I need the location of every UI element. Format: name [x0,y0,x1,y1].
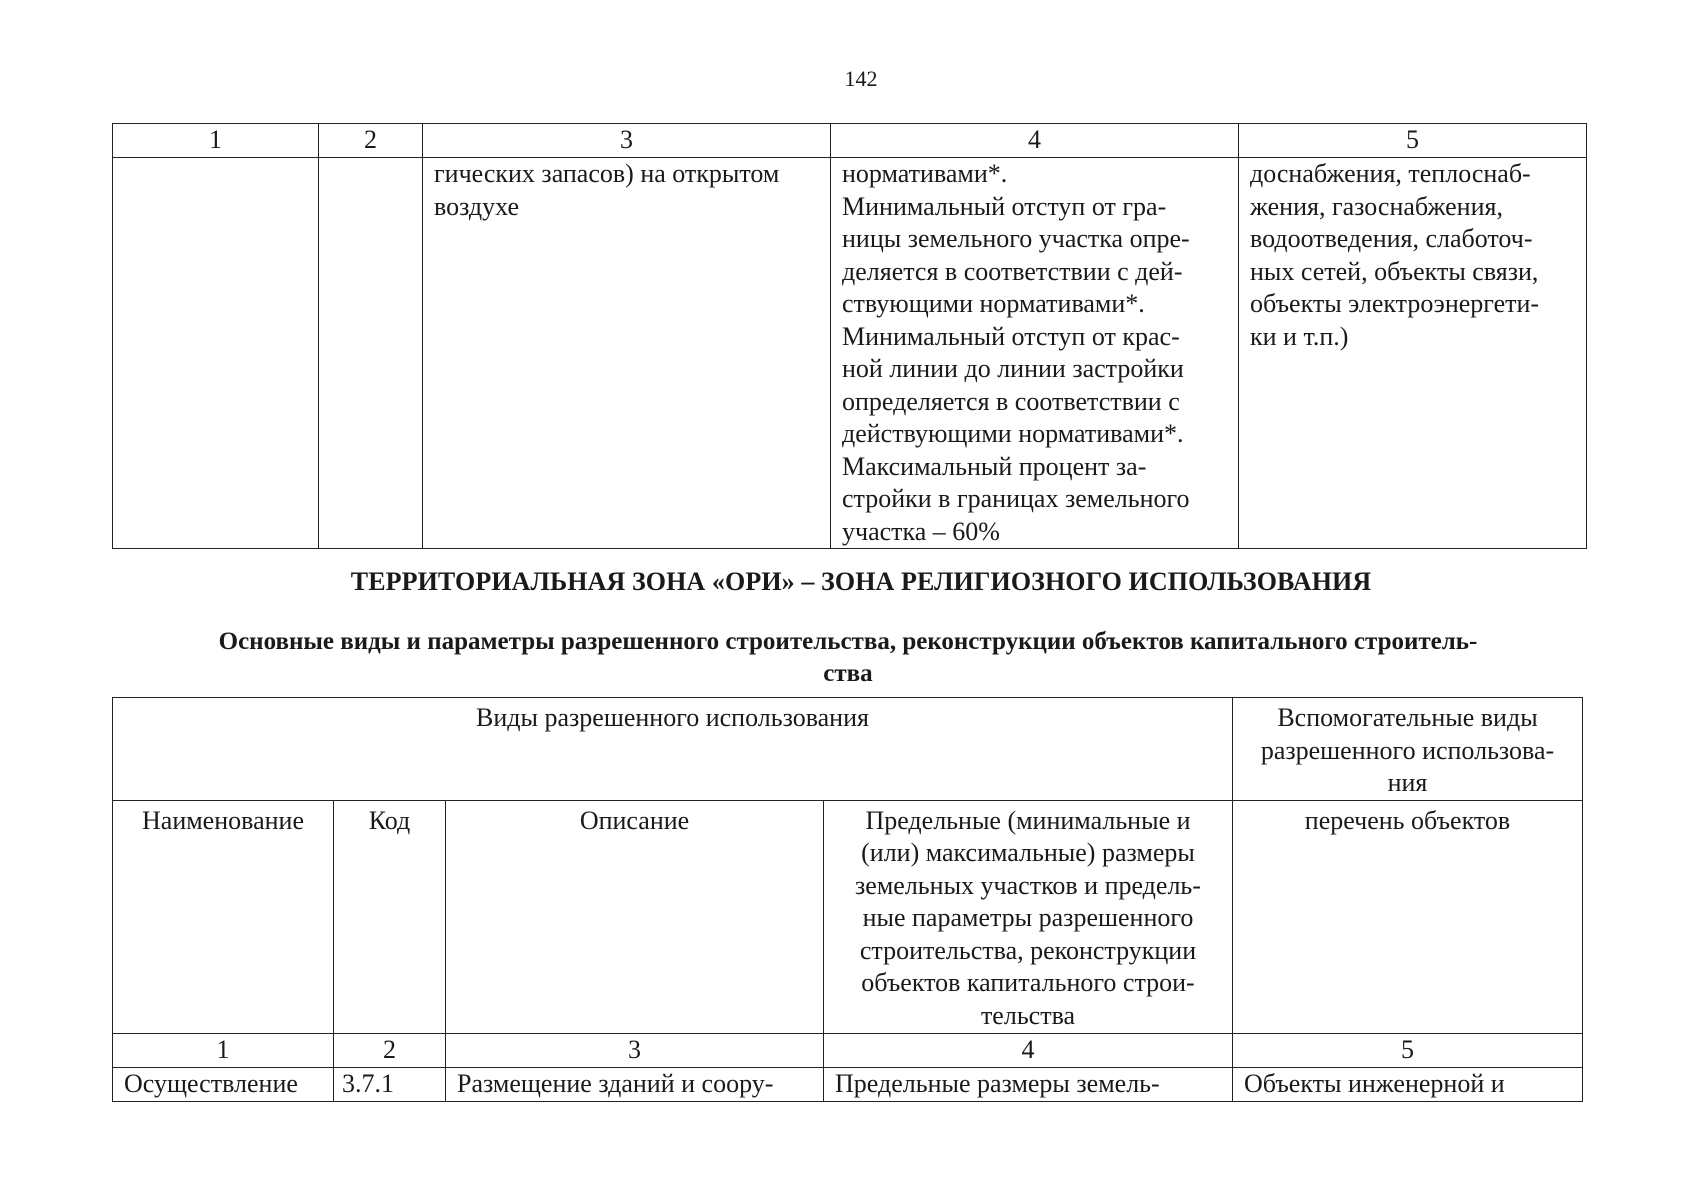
header-description: Описание [446,800,824,1033]
cell-description [423,158,831,549]
aux-header [1233,698,1583,801]
col-number-1: 1 [113,1033,334,1067]
cell-limits [831,158,1239,549]
cell-name [113,158,319,549]
cell-name: Осуществление [113,1067,334,1101]
col-number-2: 2 [319,124,423,158]
text-line: участка – 60% [842,516,1000,546]
header-objects: перечень объектов [1233,800,1583,1033]
table-row [113,1067,1583,1101]
zone-title: ТЕРРИТОРИАЛЬНАЯ ЗОНА «ОРИ» – ЗОНА РЕЛИГИОЗНОГО ИСПОЛЬЗОВАНИЯ [350,567,1372,596]
cell-code [319,158,423,549]
cell-limits: Предельные размеры земель- [824,1067,1233,1101]
text-line: доснабжения, теплоснаб- [1250,159,1531,188]
text-line: водоотведения, слаботоч- [1250,224,1533,253]
text-line: ные параметры разрешенного [862,903,1194,932]
col-number-3: 3 [423,124,831,158]
col-number-5: 5 [1239,124,1587,158]
text-line: ствующими нормативами*. [842,289,1145,318]
group-header: Виды разрешенного использования [113,698,1233,801]
col-number-5: 5 [1233,1033,1583,1067]
table-number-row [113,1033,1583,1067]
text-line: разрешенного использова- [1260,735,1555,765]
table-header-row [113,124,1587,158]
text-line: Основные виды и параметры разрешенного строительства, реконструкции объектов капитального строитель- [218,628,1478,655]
col-number-1: 1 [113,124,319,158]
text-line: объектов капитального строи- [861,968,1195,997]
text-line: Вспомогательные виды [1277,703,1538,732]
table-column-header-row [113,800,1583,1033]
main-table [112,697,1583,1102]
text-line: воздухе [434,191,520,221]
table-row [113,158,1587,549]
page-number: 142 [844,66,878,91]
text-line: Предельные (минимальные и [865,805,1191,835]
text-line: ства [823,660,873,687]
continuation-table [112,123,1587,549]
text-line: ных сетей, объекты связи, [1250,256,1539,286]
header-code: Код [334,800,446,1033]
text-line: действующими нормативами*. [842,419,1184,448]
text-line: деляется в соответствии с дей- [842,256,1183,286]
header-name: Наименование [113,800,334,1033]
col-number-4: 4 [831,124,1239,158]
text-line: Минимальный отступ от крас- [842,321,1180,351]
text-line: (или) максимальные) размеры [861,838,1195,867]
text-line: ки и т.п.) [1250,321,1349,351]
text-line: строительства, реконструкции [859,935,1197,965]
text-line: тельства [980,1000,1076,1030]
text-line: гических запасов) на открытом [434,159,780,188]
section-title [112,626,1584,690]
col-number-2: 2 [334,1033,446,1067]
text-line: земельных участков и предель- [855,870,1201,900]
col-number-4: 4 [824,1033,1233,1067]
text-line: стройки в границах земельного [842,484,1190,513]
text-line: ницы земельного участка опре- [842,224,1190,253]
cell-objects [1239,158,1587,549]
text-line: объекты электроэнергети- [1250,289,1540,318]
text-line: определяется в соответствии с [842,386,1180,416]
text-line: нормативами*. [842,159,1008,188]
cell-objects: Объекты инженерной и [1233,1067,1583,1101]
cell-description: Размещение зданий и соору- [446,1067,824,1101]
text-line: Минимальный отступ от гра- [842,191,1167,221]
text-line: Максимальный процент за- [842,451,1147,481]
text-line: ния [1387,768,1428,797]
header-limits [824,800,1233,1033]
cell-code: 3.7.1 [334,1067,446,1101]
text-line: жения, газоснабжения, [1250,191,1503,221]
col-number-3: 3 [446,1033,824,1067]
table-group-header-row [113,698,1583,801]
text-line: ной линии до линии застройки [842,354,1184,383]
